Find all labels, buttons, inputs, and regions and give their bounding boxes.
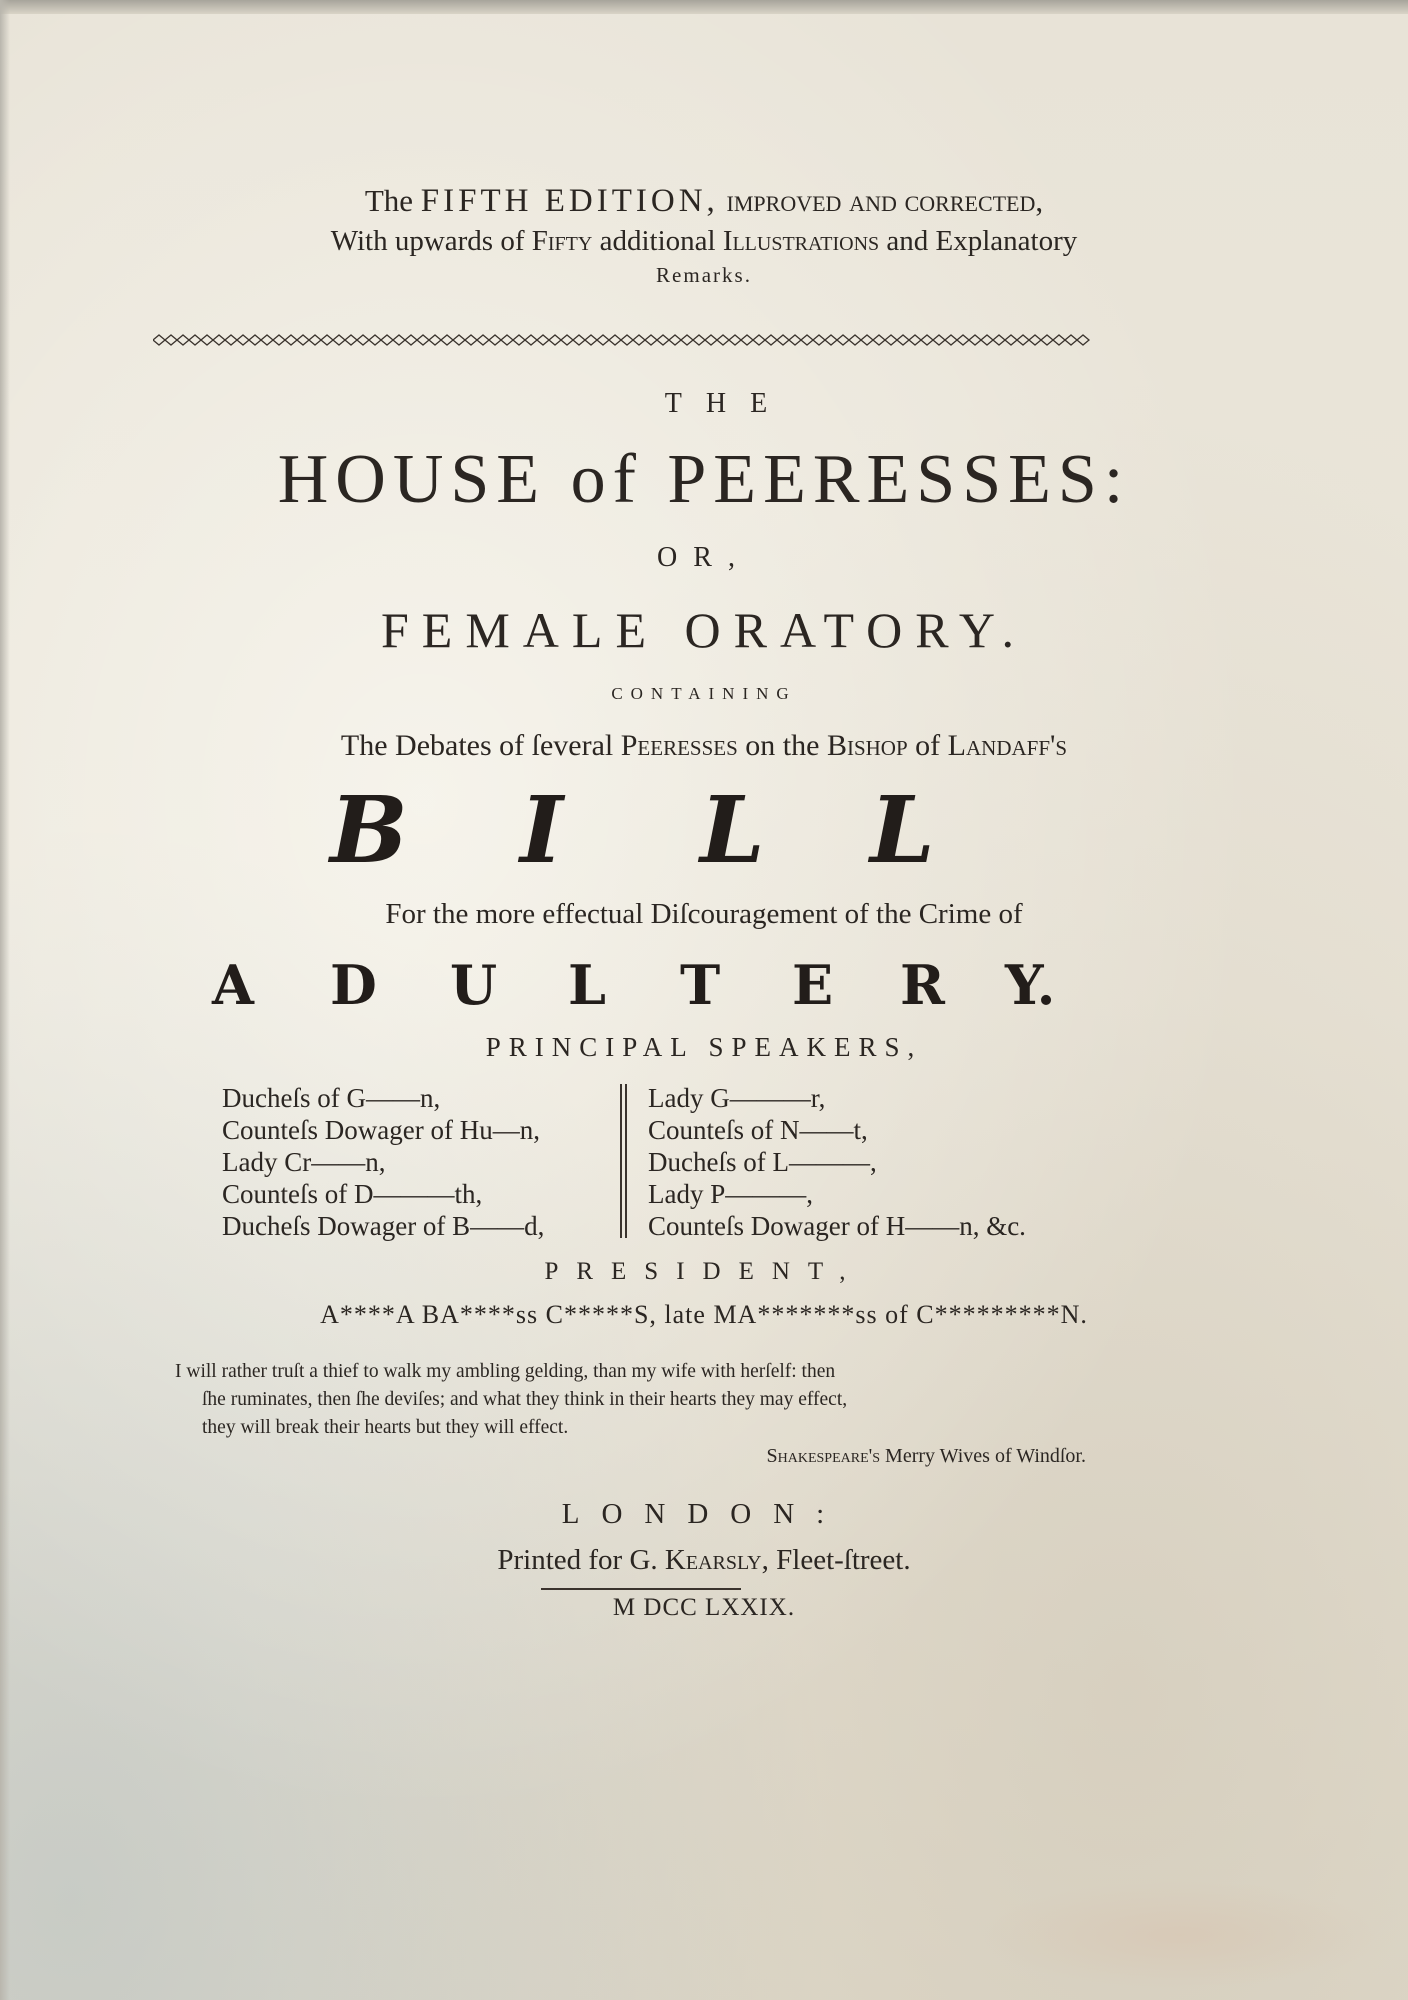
ornament-lozenge — [513, 335, 525, 345]
title-the: THE — [664, 388, 792, 419]
ornament-lozenge — [645, 335, 657, 345]
edition-fifty: Fifty — [531, 225, 593, 257]
adultery-letter: A — [212, 953, 254, 1017]
ornament-lozenge — [297, 335, 309, 345]
edition-illustrations: Illustrations — [722, 225, 880, 257]
adultery-letter: U — [450, 953, 498, 1017]
speakers-divider — [620, 1084, 627, 1238]
ornament-lozenge — [285, 335, 297, 345]
ornament-lozenge — [345, 335, 357, 345]
ornament-lozenge — [561, 335, 573, 345]
ornament-lozenge — [165, 335, 177, 345]
adultery-letter: R — [900, 953, 945, 1017]
ornament-lozenge — [261, 335, 273, 345]
discouragement-line: For the more effectual Diſcouragement of the Crime of — [385, 898, 1023, 930]
adultery-letter: E — [792, 953, 834, 1017]
speaker-name: Counteſs of N——t, — [648, 1115, 868, 1145]
ornament-lozenge — [849, 335, 861, 345]
speaker-name: Ducheſs of G——n, — [222, 1083, 441, 1113]
debates-line — [0, 726, 1408, 766]
president-label: PRESIDENT, — [544, 1258, 864, 1285]
ornament-lozenge — [933, 335, 945, 345]
ornament-lozenge — [693, 335, 705, 345]
epigraph-line: ſhe ruminates, then ſhe deviſes; and what they think in their hearts they may effect, — [202, 1389, 848, 1410]
ornament-lozenge — [825, 335, 837, 345]
edition-remarks: Remarks. — [656, 263, 752, 287]
epigraph-work: Merry Wives of Windſor. — [885, 1445, 1086, 1467]
ornament-lozenge — [1017, 335, 1029, 345]
speaker-name: Counteſs Dowager of H——n, &c. — [648, 1211, 1026, 1241]
debates-landaff: Landaff's — [947, 729, 1068, 762]
edition-additional: additional — [599, 225, 716, 257]
ornament-lozenge — [429, 335, 441, 345]
speakers-right-column — [648, 1082, 1026, 1242]
edition-the: The — [364, 183, 414, 218]
speaker-name: Lady P———, — [648, 1179, 813, 1209]
edition-improved: improved and corrected, — [726, 183, 1044, 218]
ornament-lozenge — [993, 335, 1005, 345]
ornament-lozenge — [801, 335, 813, 345]
imprint-rule — [541, 1588, 741, 1590]
containing-label: CONTAINING — [611, 684, 797, 703]
ornament-lozenge — [1005, 335, 1017, 345]
imprint-date: M DCC LXXIX. — [612, 1594, 796, 1621]
epigraph-source — [767, 1442, 1087, 1470]
speaker-name: Lady Cr——n, — [222, 1147, 386, 1177]
edition-fifth: FIFTH EDITION, — [420, 183, 719, 219]
ornament-lozenge — [369, 335, 381, 345]
ornament-lozenge — [897, 335, 909, 345]
debates-text-a: The Debates of ſeveral — [340, 729, 614, 762]
ornament-lozenge — [237, 335, 249, 345]
ornament-lozenge — [741, 335, 753, 345]
main-title: HOUSE of PEERESSES: — [277, 441, 1131, 518]
ornament-lozenge — [777, 335, 789, 345]
adultery-letter: Y. — [1005, 953, 1056, 1017]
speaker-name: Lady G———r, — [648, 1083, 826, 1113]
ornament-lozenge — [177, 335, 189, 345]
ornament-lozenge — [681, 335, 693, 345]
imprint-street: Fleet-ſtreet. — [776, 1544, 911, 1576]
ornament-lozenge — [489, 335, 501, 345]
ornament-lozenge — [453, 335, 465, 345]
adultery-letter: D — [330, 953, 377, 1017]
ornament-lozenge — [333, 335, 345, 345]
ornament-lozenge — [357, 335, 369, 345]
ornament-lozenge — [717, 335, 729, 345]
ornament-lozenge — [381, 335, 393, 345]
bill-letter: L — [700, 776, 765, 884]
ornament-lozenge — [585, 335, 597, 345]
ornament-lozenge — [273, 335, 285, 345]
ornament-lozenge — [477, 335, 489, 345]
ornament-lozenge — [981, 335, 993, 345]
ornament-lozenge — [441, 335, 453, 345]
imprint-printer-line — [0, 1540, 1408, 1580]
ornament-lozenge — [705, 335, 717, 345]
adultery-letter: L — [568, 953, 606, 1017]
page-top-edge — [0, 0, 1408, 14]
epigraph-author: Shakespeare's — [766, 1445, 881, 1467]
ornament-lozenge — [597, 335, 609, 345]
ornament-lozenge — [405, 335, 417, 345]
ornament-lozenge — [1077, 335, 1089, 345]
edition-and-explanatory: and Explanatory — [886, 225, 1078, 257]
ornament-lozenge — [621, 335, 633, 345]
ornament-lozenge — [213, 335, 225, 345]
speaker-name: Ducheſs of L———, — [648, 1147, 877, 1177]
ornament-lozenge — [957, 335, 969, 345]
ornament-lozenge — [225, 335, 237, 345]
speakers-left-column — [222, 1082, 544, 1242]
title-or: OR, — [657, 542, 751, 573]
bill-heading — [0, 776, 1408, 884]
bill-letter: L — [870, 776, 935, 884]
ornament-lozenge — [321, 335, 333, 345]
ornament-lozenge — [789, 335, 801, 345]
ornament-lozenge — [873, 335, 885, 345]
speaker-name: Counteſs of D———th, — [222, 1179, 483, 1209]
ornament-lozenge — [609, 335, 621, 345]
ornament-lozenge — [813, 335, 825, 345]
ornament-lozenge — [1029, 335, 1041, 345]
ornament-lozenge — [1053, 335, 1065, 345]
ornament-lozenge — [201, 335, 213, 345]
imprint-city: LONDON: — [561, 1498, 847, 1530]
ornament-lozenge — [1041, 335, 1053, 345]
ornament-lozenge — [465, 335, 477, 345]
ornament-lozenge — [249, 335, 261, 345]
president-name: A****A BA****ss C*****S, late MA*******ss of C*********N. — [320, 1300, 1088, 1329]
edition-notice — [0, 182, 1408, 290]
ornament-lozenge — [525, 335, 537, 345]
paper-stain — [980, 1880, 1380, 1990]
ornament-lozenge — [189, 335, 201, 345]
ornament-lozenge — [921, 335, 933, 345]
ornament-lozenge — [501, 335, 513, 345]
speaker-name: Counteſs Dowager of Hu—n, — [222, 1115, 540, 1145]
ornament-lozenge — [753, 335, 765, 345]
epigraph-line: they will break their hearts but they will effect. — [202, 1417, 569, 1438]
ornament-lozenge — [837, 335, 849, 345]
imprint-printed-for: Printed for G. — [497, 1544, 658, 1576]
ornament-lozenge — [885, 335, 897, 345]
adultery-letter: T — [680, 953, 721, 1017]
ornament-lozenge — [657, 335, 669, 345]
ornament-lozenge — [549, 335, 561, 345]
ornament-lozenge — [153, 335, 165, 345]
ornament-lozenge — [909, 335, 921, 345]
debates-peeresses: Peeresses — [620, 729, 738, 762]
ornamental-rule — [153, 332, 1093, 348]
ornament-lozenge — [417, 335, 429, 345]
ornament-lozenge — [765, 335, 777, 345]
ornament-lozenge — [1065, 335, 1077, 345]
ornament-lozenge — [633, 335, 645, 345]
ornament-lozenge — [309, 335, 321, 345]
ornament-lozenge — [537, 335, 549, 345]
imprint-printer: Kearsly, — [664, 1544, 769, 1576]
edition-with-upwards: With upwards of — [330, 225, 525, 257]
speaker-name: Ducheſs Dowager of B——d, — [222, 1211, 545, 1241]
ornament-lozenge — [861, 335, 873, 345]
ornament-lozenge — [969, 335, 981, 345]
ornament-lozenge — [669, 335, 681, 345]
epigraph-line: I will rather truſt a thief to walk my ambling gelding, than my wife with herſelf: then — [175, 1361, 836, 1382]
debates-text-b: on the — [745, 729, 820, 762]
ornament-lozenge — [729, 335, 741, 345]
principal-speakers-heading: PRINCIPAL SPEAKERS, — [485, 1032, 923, 1062]
bill-letter: B — [330, 776, 408, 884]
ornament-lozenge — [393, 335, 405, 345]
subtitle: FEMALE ORATORY. — [380, 602, 1028, 658]
adultery-heading — [0, 950, 1408, 1020]
debates-bishop: Bishop — [826, 729, 908, 762]
debates-text-c: of — [915, 729, 941, 762]
ornament-lozenge — [945, 335, 957, 345]
ornament-lozenge — [573, 335, 585, 345]
bill-letter: I — [520, 776, 564, 884]
